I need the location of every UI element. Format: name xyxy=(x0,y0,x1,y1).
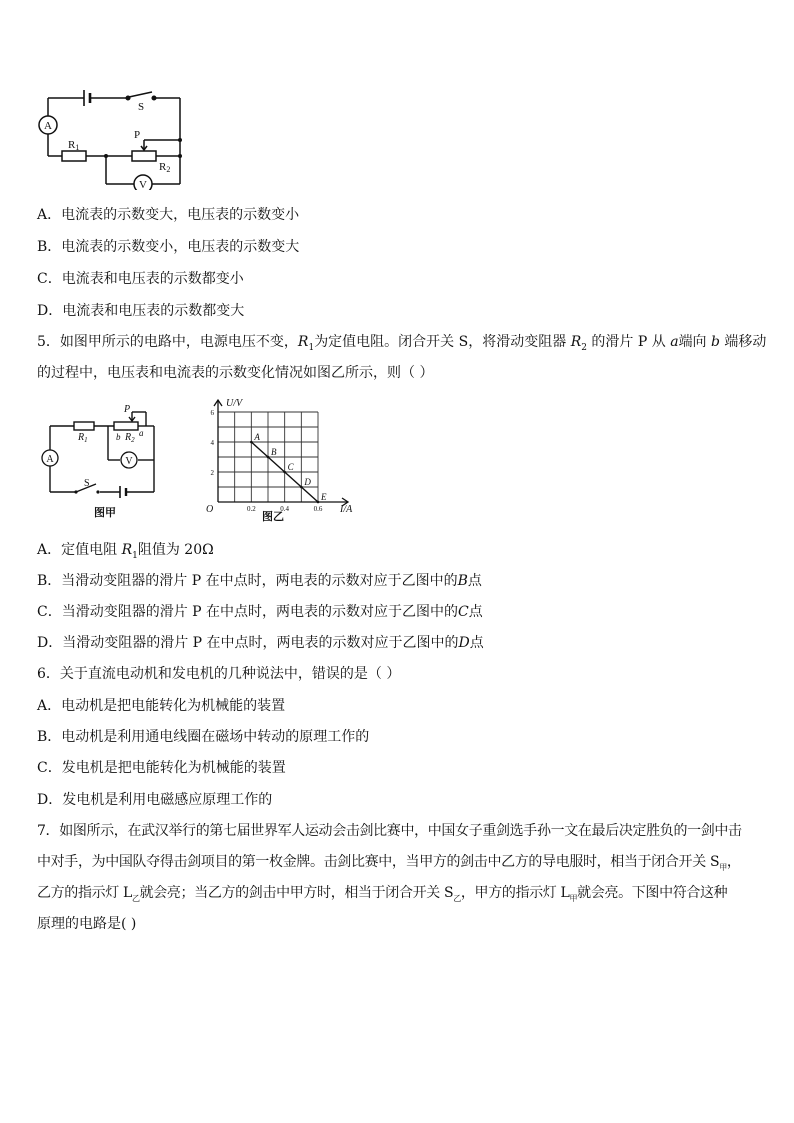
y-tick-label: 2 xyxy=(210,469,214,477)
terminal-a-label: a xyxy=(139,428,144,438)
q4-option-b: B．电流表的示数变小，电压表的示数变大 xyxy=(37,239,300,255)
x-axis-label: I/A xyxy=(340,504,353,515)
circuit-diagram-q4 xyxy=(34,84,194,190)
circuit-figure-jia xyxy=(40,404,170,522)
y-axis-label: U/V xyxy=(226,398,243,409)
data-point-label: D xyxy=(304,477,311,487)
ui-graph-chart xyxy=(196,392,366,524)
q6-option-b: B．电动机是利用通电线圈在磁场中转动的原理工作的 xyxy=(37,729,370,745)
x-tick-label: 0.6 xyxy=(313,505,323,513)
q5-option-c: C．当滑动变阻器的滑片 P 在中点时，两电表的示数对应于乙图中的C点 xyxy=(37,604,483,620)
figure-yi-caption: 图乙 xyxy=(262,511,284,523)
slider-p-label: P xyxy=(134,129,141,141)
q6-stem: 6．关于直流电动机和发电机的几种说法中，错误的是（ ） xyxy=(37,666,401,682)
q7-stem-line2: 中对手，为中国队夺得击剑项目的第一枚金牌。击剑比赛中，当甲方的剑击中乙方的导电服时，相当于闭合开关 $S_甲$， xyxy=(37,854,741,872)
data-point-label: E xyxy=(321,492,327,502)
data-point-a xyxy=(250,441,253,444)
q4-option-d: D．电流表和电压表的示数都变大 xyxy=(37,303,245,319)
q6-option-a: A．电动机是把电能转化为机械能的装置 xyxy=(37,698,286,714)
data-point-c xyxy=(283,471,286,474)
switch-label: S xyxy=(84,478,90,489)
data-point-label: B xyxy=(271,447,277,457)
x-tick-label: 0.4 xyxy=(280,505,290,513)
q7-stem-line3: 乙方的指示灯 $L_乙$就会亮；当乙方的剑击中甲方时，相当于闭合开关 $S_乙$，甲方的指示灯 $L_甲$就会亮。下图中符合这种 xyxy=(37,885,728,903)
voltmeter-label: V xyxy=(139,179,147,190)
q4-option-c: C．电流表和电压表的示数都变小 xyxy=(37,271,244,287)
ammeter-label: A xyxy=(44,120,52,132)
q6-option-d: D．发电机是利用电磁感应原理工作的 xyxy=(37,792,273,808)
x-tick-label: 0.2 xyxy=(246,505,256,513)
r1-label: $R_1$ xyxy=(78,432,88,444)
data-point-b xyxy=(267,456,270,459)
switch-label: S xyxy=(138,101,145,113)
r1-label: R1 xyxy=(68,139,80,152)
q6-option-c: C．发电机是把电能转化为机械能的装置 xyxy=(37,760,286,776)
q5-option-b: B．当滑动变阻器的滑片 P 在中点时，两电表的示数对应于乙图中的B点 xyxy=(37,573,482,589)
voltmeter-label: V xyxy=(125,456,133,467)
terminal-b-label: b xyxy=(116,432,121,442)
q4-option-a: A．电流表的示数变大，电压表的示数变小 xyxy=(37,207,300,223)
y-tick-label: 4 xyxy=(210,439,214,447)
data-point-label: C xyxy=(287,462,294,472)
figure-jia-caption: 图甲 xyxy=(94,507,116,519)
q7-stem-line1: 7．如图所示，在武汉举行的第七届世界军人运动会击剑比赛中，中国女子重剑选手孙一文在最后决定胜负的一剑中击 xyxy=(37,823,742,839)
data-point-d xyxy=(300,486,303,489)
q5-option-d: D．当滑动变阻器的滑片 P 在中点时，两电表的示数对应于乙图中的D点 xyxy=(37,635,484,651)
q7-stem-line4: 原理的电路是( ) xyxy=(37,916,137,932)
q5-stem-line1: 5．如图甲所示的电路中，电源电压不变，$R_1$为定值电阻。闭合开关 S，将滑动变阻器 $R_2$ 的滑片 P 从 a端向 b 端移动 xyxy=(37,334,767,353)
origin-label: O xyxy=(206,504,214,515)
q5-stem-line2: 的过程中，电压表和电流表的示数变化情况如图乙所示，则（ ） xyxy=(37,365,434,381)
y-tick-label: 6 xyxy=(210,409,214,417)
r2-label: R2 xyxy=(159,161,171,174)
data-point-e xyxy=(317,501,320,504)
ammeter-label: A xyxy=(46,454,54,465)
q5-option-a: A．定值电阻 $R_1$阻值为 20Ω xyxy=(37,542,214,561)
circuit-figure-q4 xyxy=(34,84,194,190)
graph-figure-yi xyxy=(196,392,366,524)
data-point-label: A xyxy=(254,432,260,442)
r2-label: $R_2$ xyxy=(125,432,135,444)
circuit-diagram-jia xyxy=(40,404,170,522)
slider-p-label: P xyxy=(124,404,131,415)
